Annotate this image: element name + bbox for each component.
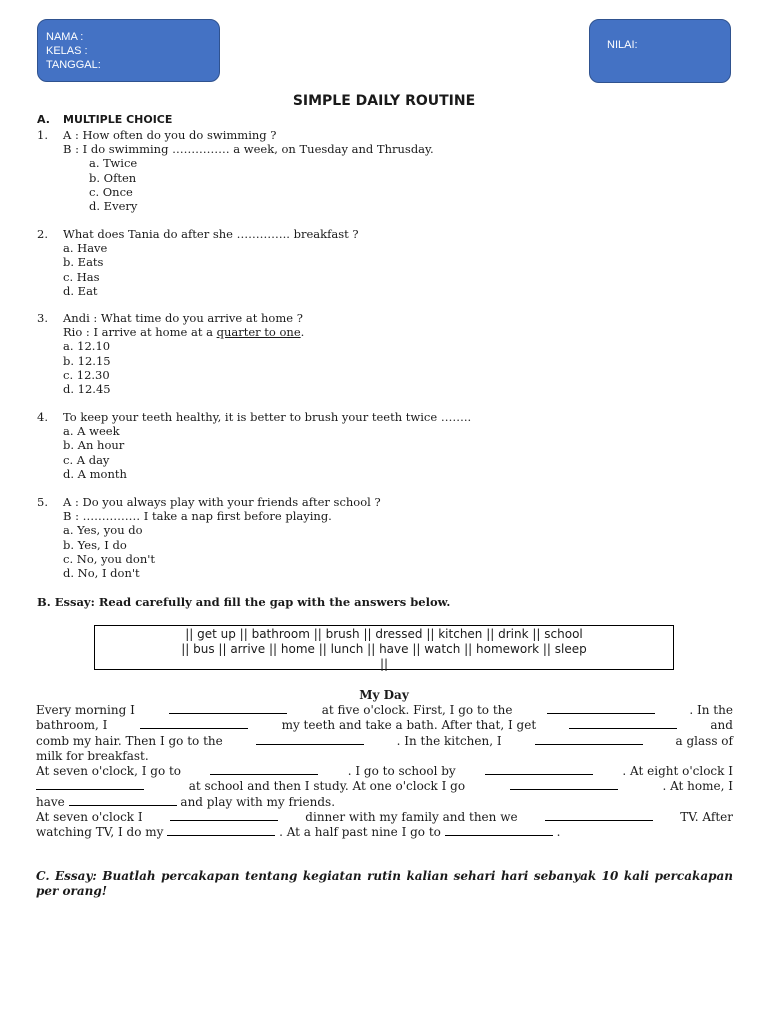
answer-blank[interactable] [445,825,553,836]
option: b. Often [89,170,137,185]
answer-blank[interactable] [169,703,287,714]
class-label: KELAS : [46,45,88,57]
answer-blank[interactable] [569,718,677,729]
answer-blank[interactable] [167,825,275,836]
section-b-heading: B. Essay: Read carefully and fill the gap with the answers below. [37,595,451,609]
story-fragment: have [36,794,65,809]
question-3 [37,311,304,396]
story-line [36,810,733,825]
story-fragment: a glass of [675,733,733,748]
question-number: 2. [37,227,48,241]
story-fragment: milk for breakfast. [36,748,149,763]
section-a-tag: A. [37,113,50,126]
option: b. An hour [63,438,125,453]
story-fragment: comb my hair. Then I go to the [36,733,223,748]
word-bank-line: || bus || arrive || home || lunch || have || watch || homework || sleep [181,642,587,656]
question-5 [37,495,381,580]
answer-prefix: Rio : I arrive at home at a [63,325,217,340]
question-1 [37,128,434,213]
option: c. A day [63,452,110,467]
story-line [36,734,733,749]
question-line: A : How often do you do swimming ? [63,128,277,142]
story-fragment: and play with my friends. [180,794,336,809]
option: d. No, I don't [63,566,140,581]
answer-blank[interactable] [547,703,655,714]
option: b. Yes, I do [63,537,127,552]
answer-blank[interactable] [170,810,278,821]
story-fragment: . [556,825,561,840]
question-line: Andi : What time do you arrive at home ? [63,311,303,325]
story-fragment: . At home, I [662,779,733,794]
word-bank-line: || get up || bathroom || brush || dressed || kitchen || drink || school [185,627,583,641]
date-label: TANGGAL: [46,59,101,71]
story-fragment: and [710,718,733,733]
question-line [37,325,304,339]
story-line [36,795,733,810]
option: a. Twice [89,156,138,171]
answer-blank[interactable] [140,718,248,729]
story-fragment: at five o'clock. First, I go to the [321,703,513,717]
question-line: To keep your teeth healthy, it is better to brush your teeth twice …….. [63,410,472,424]
answer-blank[interactable] [69,795,177,806]
option: a. 12.10 [63,339,111,354]
story-fragment: . At eight o'clock I [622,764,733,779]
score-label: NILAI: [607,39,638,51]
option: d. A month [63,466,127,481]
page-title: SIMPLE DAILY ROUTINE [292,93,476,109]
story-line [36,703,733,718]
question-number: 4. [37,410,48,424]
option: c. No, you don't [63,551,156,566]
story-fragment: watching TV, I do my [36,825,164,840]
answer-suffix: . [300,325,305,340]
story-fragment: at school and then I study. At one o'clock I go [188,779,466,794]
underlined-phrase: quarter to one [216,325,301,340]
score-box [589,19,731,83]
option: d. Eat [63,283,98,298]
question-4 [37,410,471,481]
option: a. Have [63,241,108,256]
question-line: B : I do swimming …………… a week, on Tuesday and Thrusday. [63,142,434,157]
question-line: B : …………… I take a nap first before playing. [63,509,332,524]
story-fragment: At seven o'clock, I go to [36,764,182,779]
option: c. 12.30 [63,367,110,382]
option: d. 12.45 [63,382,111,397]
answer-blank[interactable] [510,779,618,790]
story-title: My Day [359,688,409,702]
story-line [36,764,733,779]
answer-blank[interactable] [210,764,318,775]
option: d. Every [89,199,138,214]
option: a. Yes, you do [63,523,143,538]
story-line [36,825,733,840]
option: c. Once [89,184,133,199]
section-c-heading: C. Essay: Buatlah percakapan tentang kegiatan rutin kalian sehari hari sebanyak 10 kali percakapan per orang! [36,869,733,898]
story-line [36,718,733,733]
answer-blank[interactable] [485,764,593,775]
story-fragment: dinner with my family and then we [305,810,518,825]
story-line [36,749,733,764]
question-number: 5. [37,495,48,509]
student-info-box [37,19,220,82]
question-line: What does Tania do after she ………….. breakfast ? [63,227,359,241]
story-fragment: . I go to school by [347,764,456,779]
option: a. A week [63,424,120,439]
answer-blank[interactable] [36,779,144,790]
story-text [36,703,733,841]
story-fragment: my teeth and take a bath. After that, I get [281,718,537,733]
option: b. Eats [63,255,104,270]
story-fragment: . In the kitchen, I [396,733,502,748]
question-line: A : Do you always play with your friends after school ? [63,495,381,509]
option: c. Has [63,269,100,284]
answer-blank[interactable] [256,734,364,745]
option: b. 12.15 [63,353,111,368]
answer-blank[interactable] [545,810,653,821]
story-fragment: . In the [689,703,733,717]
name-label: NAMA : [46,31,84,43]
answer-blank[interactable] [535,734,643,745]
story-line [36,779,733,794]
question-2 [37,227,359,298]
story-fragment: bathroom, I [36,718,108,733]
story-fragment: Every morning I [36,703,135,717]
question-number: 3. [37,311,48,325]
story-fragment: . At a half past nine I go to [279,825,441,840]
story-fragment: At seven o'clock I [36,810,143,825]
story-fragment: TV. After [680,810,733,825]
word-bank [94,625,674,670]
question-number: 1. [37,128,48,142]
section-a-title: MULTIPLE CHOICE [63,113,173,126]
word-bank-line: || [379,657,389,671]
section-a-heading [37,113,172,126]
